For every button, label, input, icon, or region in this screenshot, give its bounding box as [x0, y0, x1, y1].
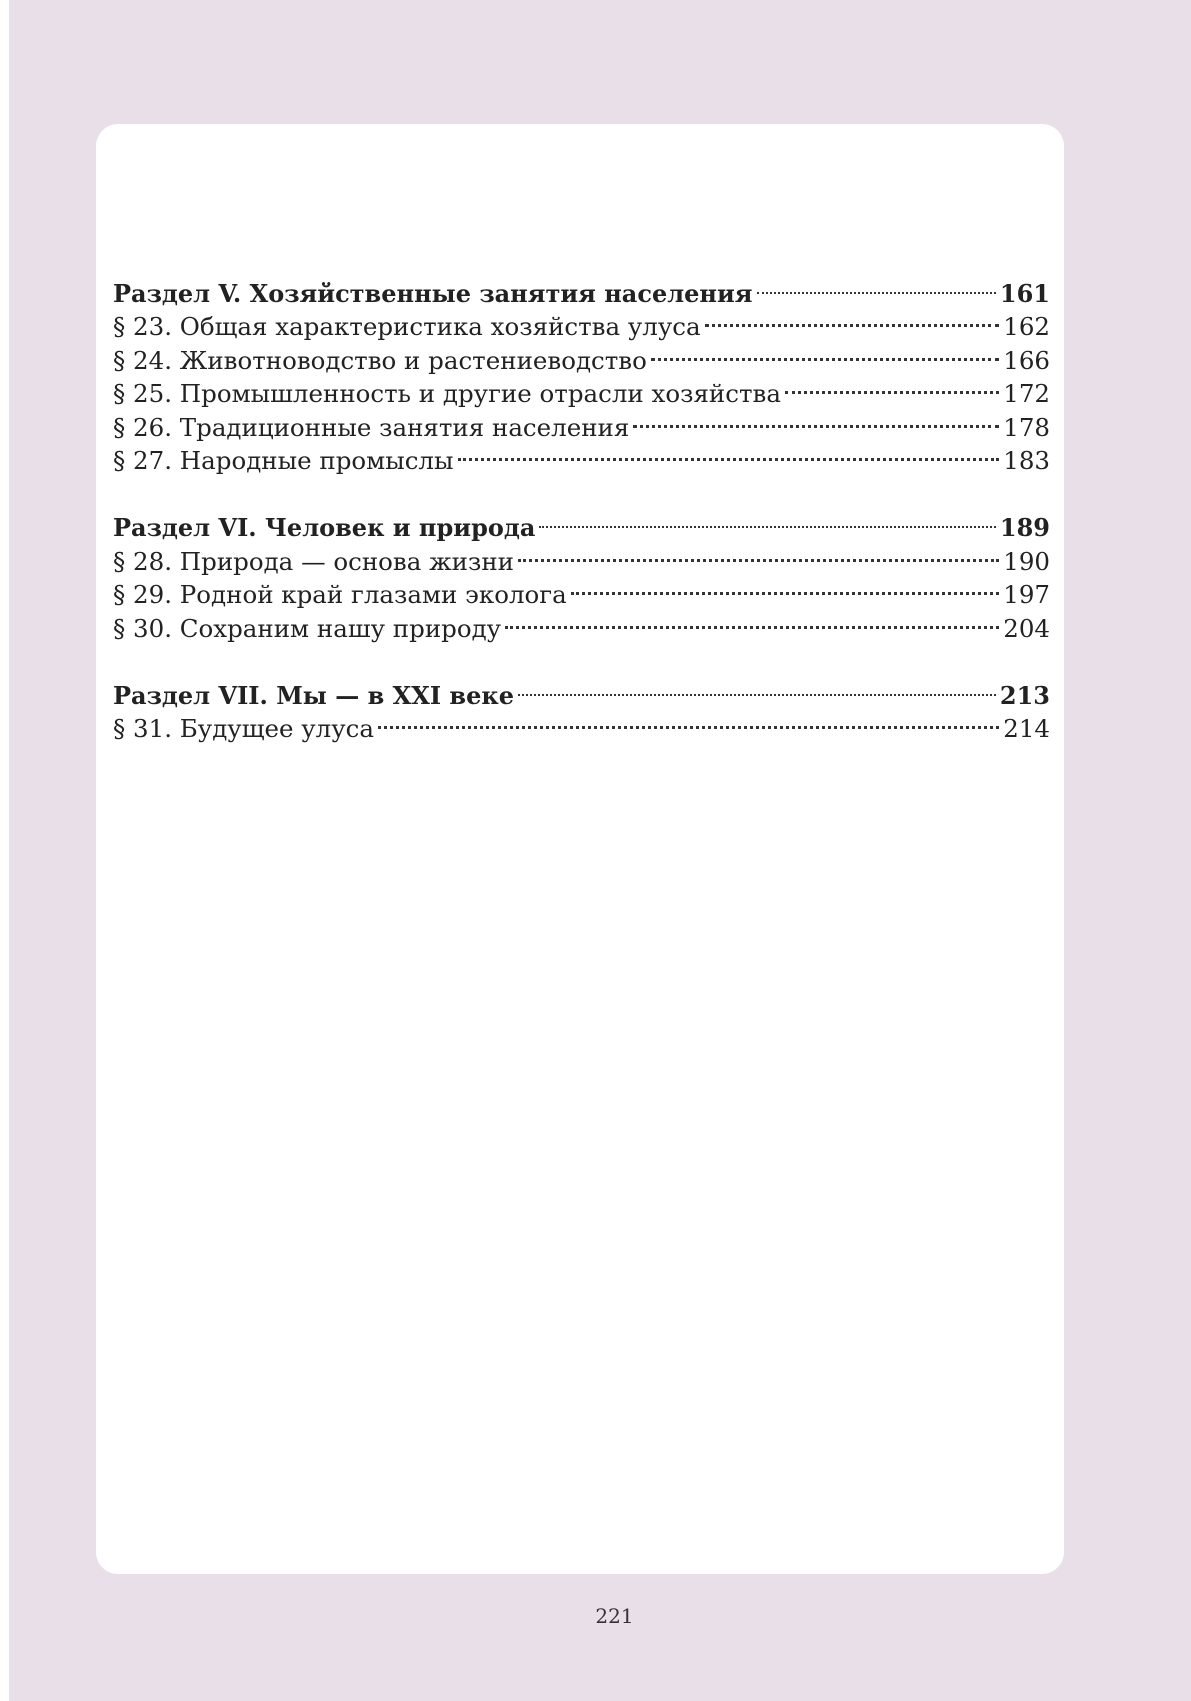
toc-page-number: 161 — [999, 278, 1050, 308]
toc-page-number: 162 — [1003, 312, 1050, 341]
toc-page-number: 183 — [1003, 446, 1050, 475]
table-of-contents — [113, 268, 1050, 743]
toc-section-heading[interactable] — [113, 268, 1050, 308]
toc-page-number: 189 — [999, 513, 1050, 542]
toc-page-number: 178 — [1003, 412, 1050, 442]
toc-entry-title: § 31. Будущее улуса — [113, 714, 374, 743]
toc-entry-title: § 26. Традиционные занятия населения — [113, 412, 630, 442]
toc-page-number: 166 — [1003, 345, 1050, 375]
toc-dot-leader — [705, 302, 1000, 336]
toc-section-title: Раздел VII. Мы — в XXI веке — [113, 680, 514, 710]
toc-section-title: Раздел VI. Человек и природа — [113, 513, 536, 542]
toc-dot-leader — [785, 369, 999, 403]
page-edge-strip — [0, 0, 9, 1701]
toc-entry-title: § 29. Родной край глазами эколога — [113, 580, 567, 609]
toc-dot-leader — [633, 402, 999, 436]
toc-dot-leader — [539, 503, 995, 537]
toc-page-number: 172 — [1003, 379, 1050, 408]
toc-dot-leader — [757, 268, 996, 302]
toc-page-number: 190 — [1003, 546, 1050, 576]
page-number: 221 — [595, 1604, 634, 1628]
toc-section-title: Раздел V. Хозяйственные занятия населения — [113, 278, 753, 308]
toc-section-heading[interactable] — [113, 503, 1050, 542]
toc-dot-leader — [378, 704, 999, 738]
toc-section-heading[interactable] — [113, 670, 1050, 710]
toc-dot-leader — [518, 536, 999, 570]
toc-entry-title: § 30. Сохраним нашу природу — [113, 613, 502, 643]
toc-page-number: 197 — [1003, 580, 1050, 609]
toc-dot-leader — [505, 603, 999, 637]
toc-dot-leader — [518, 670, 996, 704]
toc-entry-title: § 25. Промышленность и другие отрасли хозяйства — [113, 379, 781, 408]
toc-dot-leader — [458, 436, 1000, 470]
toc-page-number: 213 — [999, 680, 1050, 710]
toc-page-number: 204 — [1003, 613, 1050, 643]
toc-entry-title: § 28. Природа — основа жизни — [113, 546, 514, 576]
toc-entry-title: § 23. Общая характеристика хозяйства улуса — [113, 312, 701, 341]
toc-dot-leader — [651, 335, 999, 369]
toc-entry-title: § 24. Животноводство и растениеводство — [113, 345, 647, 375]
toc-page-number: 214 — [1003, 714, 1050, 743]
toc-entry-title: § 27. Народные промыслы — [113, 446, 454, 475]
toc-dot-leader — [571, 570, 1000, 604]
